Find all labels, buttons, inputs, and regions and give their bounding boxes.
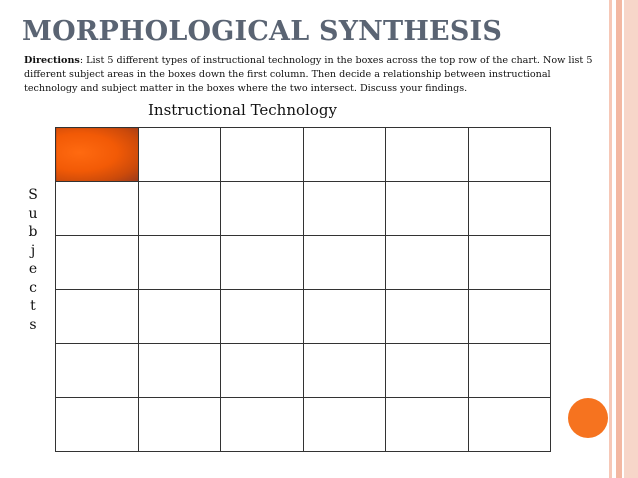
grid-row [56, 344, 551, 398]
directions-body: : List 5 different types of instructional technology in the boxes across the top row of the chart. Now list 5 different subject areas in the boxes down the first column. Then decide a relationship between instructional technology and subject matter in the boxes where the two intersect. Discuss your findings. [24, 55, 593, 94]
directions-text [24, 54, 604, 96]
decorative-stripe [616, 0, 622, 478]
grid-cell[interactable] [138, 344, 221, 398]
grid-cell[interactable] [138, 236, 221, 290]
grid-cell[interactable] [386, 182, 469, 236]
row-header-letter: t [30, 298, 36, 314]
row-header-letter: S [28, 187, 38, 203]
grid-cell[interactable] [303, 398, 386, 452]
decorative-circle [568, 398, 608, 438]
grid-cell[interactable] [303, 128, 386, 182]
grid-cell[interactable] [221, 290, 304, 344]
grid-cell[interactable] [303, 290, 386, 344]
grid-cell[interactable] [56, 344, 139, 398]
grid-cell[interactable] [56, 398, 139, 452]
grid-row [56, 236, 551, 290]
grid-cell[interactable] [386, 344, 469, 398]
grid-cell[interactable] [303, 182, 386, 236]
grid-cell[interactable] [221, 128, 304, 182]
grid-cell[interactable] [468, 236, 551, 290]
grid-cell[interactable] [221, 236, 304, 290]
grid-cell[interactable] [56, 290, 139, 344]
row-header-letter: c [29, 279, 37, 296]
decorative-stripe [609, 0, 612, 478]
grid-row [56, 290, 551, 344]
grid-cell[interactable] [468, 344, 551, 398]
row-header-letter: e [28, 261, 38, 277]
grid-cell[interactable] [303, 344, 386, 398]
grid-cell[interactable] [468, 128, 551, 182]
grid-cell[interactable] [138, 182, 221, 236]
grid-cell[interactable] [386, 398, 469, 452]
synthesis-grid [55, 127, 551, 452]
grid-row [56, 182, 551, 236]
grid-cell[interactable] [221, 344, 304, 398]
grid-cell[interactable] [138, 398, 221, 452]
row-header-letter: b [28, 224, 38, 240]
grid-row [56, 398, 551, 452]
grid-cell[interactable] [303, 236, 386, 290]
grid-row [56, 128, 551, 182]
grid-cell[interactable] [468, 398, 551, 452]
grid-cell[interactable] [221, 182, 304, 236]
row-header-letter: u [28, 205, 38, 222]
grid-cell[interactable] [221, 398, 304, 452]
grid-cell[interactable] [56, 182, 139, 236]
corner-cell [56, 128, 139, 182]
grid-cell[interactable] [468, 182, 551, 236]
row-header [27, 186, 39, 334]
grid-cell[interactable] [138, 128, 221, 182]
grid-cell[interactable] [468, 290, 551, 344]
grid-cell[interactable] [138, 290, 221, 344]
row-header-letter: j [30, 242, 36, 259]
column-header: Instructional Technology [148, 101, 337, 119]
decorative-stripe [624, 0, 638, 478]
row-header-letter: s [29, 316, 37, 333]
grid-cell[interactable] [56, 236, 139, 290]
grid-cell[interactable] [386, 236, 469, 290]
slide-title: MORPHOLOGICAL SYNTHESIS [22, 16, 503, 47]
directions-label: Directions [24, 55, 80, 66]
grid-cell[interactable] [386, 290, 469, 344]
grid-cell[interactable] [386, 128, 469, 182]
